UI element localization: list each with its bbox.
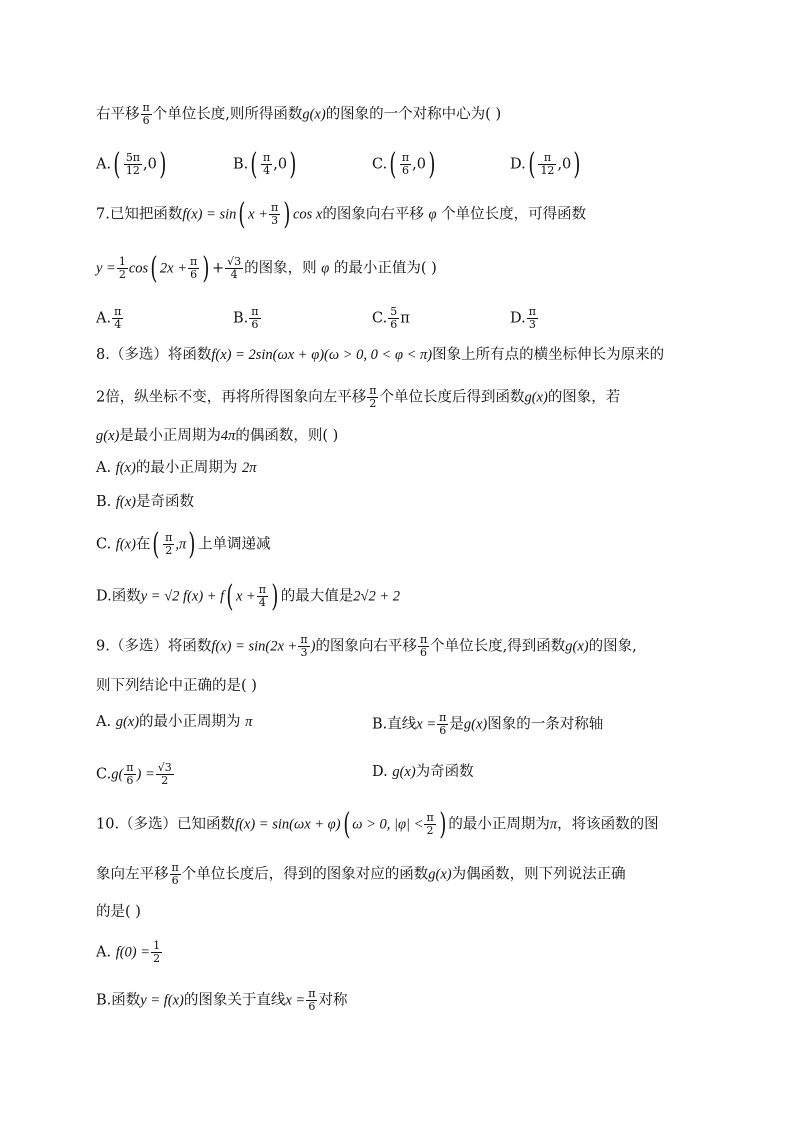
q6-text-c: 的图象的一个对称中心为( ) [325,106,502,123]
q9-line1: 9.（多选）将函数f(x) = sin(2x + $\frac{\pi}{3}$ )的图象向右平移 $\frac{\pi}{6}$ 个单位长度,得到函数g(x)的图象, [96,633,637,659]
q6-g: g [302,106,310,123]
q6-line [96,102,501,127]
q9-option-c[interactable]: C.g( $\frac{\pi}{6}$ ) = $\frac{√3}{2}$ [96,761,172,787]
q10-option-b[interactable]: B.函数y = f(x)的图象关于直线x = $\frac{\pi}{6}$ 对称 [96,987,348,1013]
q8-option-d[interactable]: D.函数y = √2 f(x) + f( x + $\frac{\pi}{4}$ ) 的最大值是2√2 + 2 [96,578,400,614]
q6-fraction: $\frac{\pi}{6}$ [142,101,150,127]
q6-option-d[interactable]: D.( $\frac{\pi}{12}$ ,0) [510,146,581,182]
q7-option-c[interactable]: C. $\frac{5}{6}$ π [372,305,410,331]
q10-line3: 的是( ) [96,904,141,920]
q9-option-a[interactable]: A. g(x)的最小正周期为 π [96,714,253,730]
q8-line2: 2倍，纵坐标不变，再将所得图象向左平移 $\frac{\pi}{2}$ 个单位长度后得到函数g(x)的图象，若 [96,384,621,410]
q8-line3: g(x)是最小正周期为4π的偶函数，则( ) [96,428,339,444]
q7-line2: y = $\frac{1}{2}$ cos( 2x + $\frac{\pi}{6}$ ) + $\frac{√3}{4}$ 的图象，则 φ 的最小正值为( ) [96,250,437,286]
q7-option-b[interactable]: B. $\frac{\pi}{6}$ [233,305,259,331]
q8-option-b[interactable]: B. f(x)是奇函数 [96,494,194,510]
q8-line1: 8.（多选）将函数f(x) = 2sin(ωx + φ)(ω > 0, 0 < φ < π)图象上所有点的横坐标伸长为原来的 [96,347,665,363]
q10-line1: 10.（多选）已知函数f(x) = sin(ωx + φ)( ω > 0, |φ| < $\frac{\pi}{2}$ ) 的最小正周期为π，将该函数的图 [96,806,659,842]
q7-function: f(x) = sin [182,206,237,223]
q7-option-a[interactable]: A. $\frac{\pi}{4}$ [96,305,122,331]
q6-option-a[interactable]: A.( $\frac{5\pi}{12}$ ,0) [96,146,167,182]
q7-line1: 7.已知把函数f(x) = sin( x + $\frac{\pi}{3}$ ) cos x的图象向右平移 φ 个单位长度，可得函数 [96,196,587,232]
q10-line2: 象向左平移 $\frac{\pi}{6}$ 个单位长度后，得到的图象对应的函数g(x)为偶函数，则下列说法正确 [96,861,626,887]
q8-option-c[interactable]: C. f(x)在( $\frac{\pi}{2}$ ,π) 上单调递减 [96,526,271,562]
q9-line2: 则下列结论中正确的是( ) [96,678,257,694]
q10-option-a[interactable]: A. f(0) = $\frac{1}{2}$ [96,939,161,965]
q6-option-b[interactable]: B.( $\frac{\pi}{4}$ ,0) [233,146,297,182]
q9-option-d[interactable]: D. g(x)为奇函数 [372,764,474,780]
q6-x: (x) [309,106,326,123]
q6-option-c[interactable]: C.( $\frac{\pi}{6}$ ,0) [372,146,436,182]
q9-option-b[interactable]: B.直线x = $\frac{\pi}{6}$ 是g(x)图象的一条对称轴 [372,711,604,737]
q6-text-b: 个单位长度,则所得函数 [152,106,303,123]
q7-option-d[interactable]: D. $\frac{\pi}{3}$ [510,305,536,331]
q6-text-a: 右平移 [96,106,140,123]
q8-option-a[interactable]: A. f(x)的最小正周期为 2π [96,460,257,476]
